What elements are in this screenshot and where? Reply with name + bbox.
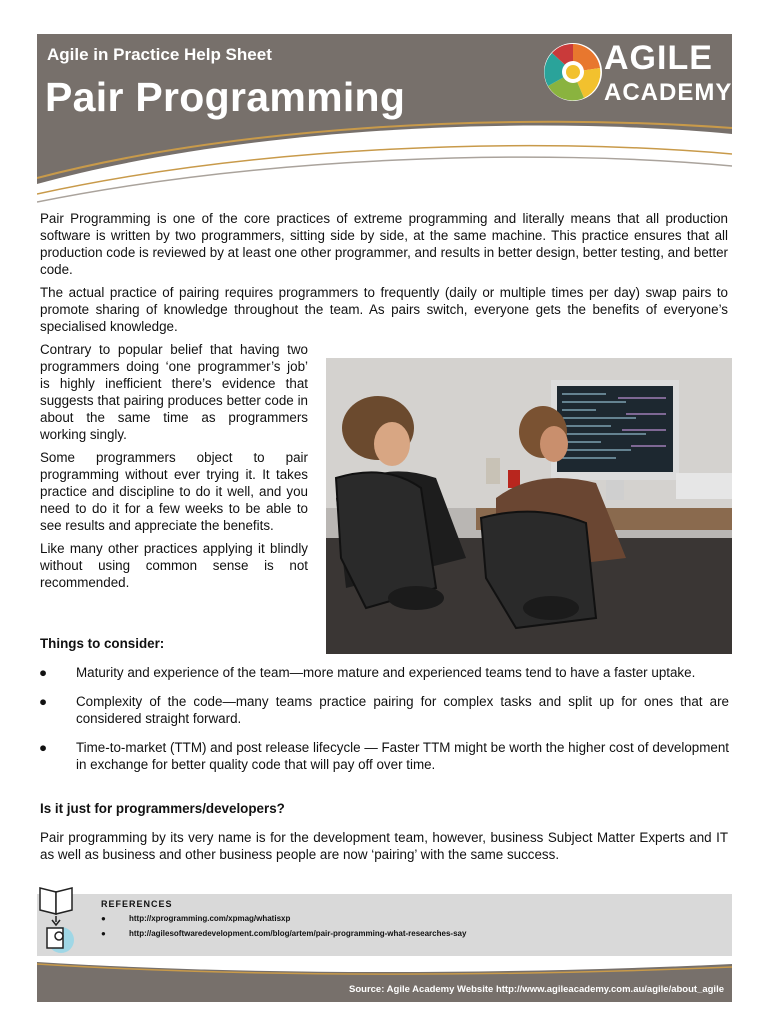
programmers-paragraph: Pair programming by its very name is for the development team, however, business Subject Matter Experts and IT as well as business and other business people are now ‘pairing’ with the same success. (40, 830, 728, 862)
column-paragraph-2: Some programmers object to pair programming without ever trying it. It takes practice and discipline to do it well, and you need to do it for a few weeks to be able to see results and appreciate the benefits. (40, 450, 308, 533)
list-item: ● Time-to-market (TTM) and post release lifecycle — Faster TTM might be worth the higher cost of development in exchange for better quality code that will pay off over time. (39, 740, 729, 772)
column-paragraph-3: Like many other practices applying it blindly without using common sense is not recommended. (40, 541, 308, 590)
logo-text-academy: ACADEMY (604, 79, 732, 106)
pair-programming-photo (326, 358, 732, 654)
list-item: ● Complexity of the code—many teams practice pairing for complex tasks and split up for ones that are considered straight forward. (39, 694, 729, 726)
references-panel (37, 894, 732, 956)
bullet-icon: ● (39, 665, 48, 680)
help-sheet (37, 34, 732, 1002)
source-credit: Source: Agile Academy Website http://www.agileacademy.com.au/agile/about_agile (349, 984, 724, 995)
book-idea-icon (37, 884, 77, 954)
reference-link-2[interactable]: ● http://agilesoftwaredevelopment.com/blog/artem/pair-programming-what-researches-say (101, 929, 467, 938)
things-list (37, 664, 729, 785)
reference-link-1[interactable]: ● http://xprogramming.com/xpmag/whatisxp (101, 914, 291, 923)
column-paragraph-1: Contrary to popular belief that having two programmers doing ‘one programmer’s job’ is highly inefficient there’s evidence that suggests that pairing produces better code in about the same time as programmers working singly. (40, 342, 308, 442)
footer-band (37, 956, 732, 1002)
logo-wheel-icon (542, 41, 604, 103)
sheet-subtitle: Agile in Practice Help Sheet (47, 45, 272, 64)
page-title: Pair Programming (45, 74, 406, 120)
references-title: REFERENCES (101, 899, 173, 909)
intro-paragraph-2: The actual practice of pairing requires programmers to frequently (daily or multiple times per day) swap pairs to promote sharing of knowledge throughout the team. As pairs switch, everyone gets the benefits of everyone’s specialised knowledge. (40, 285, 728, 334)
intro-paragraph-1: Pair Programming is one of the core practices of extreme programming and literally means that all production software is written by two programmers, sitting side by side, at the same machine. This practice ensures that all production code is reviewed by at least one other programmer, and results in better design, better testing, and better code. (40, 211, 728, 277)
programmers-heading: Is it just for programmers/developers? (40, 801, 285, 816)
list-item: ● Maturity and experience of the team—more mature and experienced teams tend to have a faster uptake. (39, 665, 696, 680)
agile-academy-logo (542, 39, 732, 107)
bullet-icon: ● (39, 694, 48, 709)
logo-text-agile: AGILE (604, 39, 713, 77)
header-band (37, 34, 732, 209)
things-heading: Things to consider: (40, 636, 165, 651)
left-column (40, 341, 308, 597)
footer-wave-decoration (37, 956, 732, 1002)
bullet-icon: ● (39, 740, 48, 755)
